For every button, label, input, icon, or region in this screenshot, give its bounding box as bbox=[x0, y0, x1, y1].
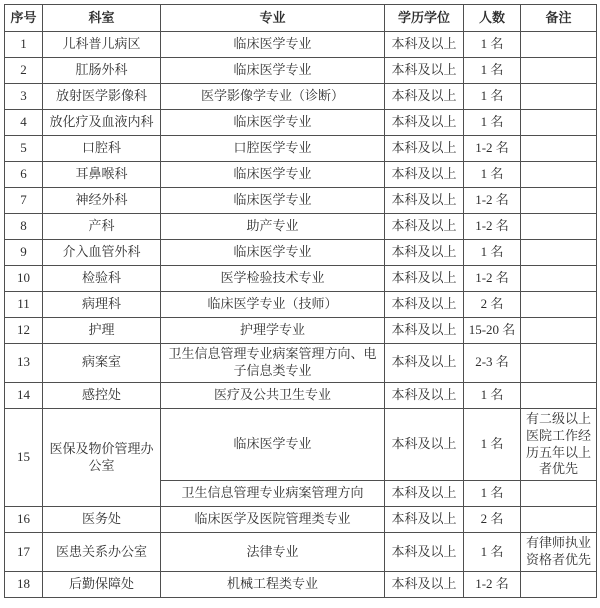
cell-note bbox=[521, 214, 597, 240]
table-row bbox=[5, 32, 597, 58]
cell-major: 临床医学及医院管理类专业 bbox=[161, 507, 385, 533]
cell-no: 2 bbox=[5, 58, 43, 84]
cell-department: 护理 bbox=[43, 318, 161, 344]
cell-note bbox=[521, 110, 597, 136]
cell-count: 2-3 名 bbox=[464, 344, 521, 383]
cell-degree: 本科及以上 bbox=[385, 240, 464, 266]
cell-degree: 本科及以上 bbox=[385, 136, 464, 162]
cell-department: 医保及物价管理办公室 bbox=[43, 408, 161, 507]
cell-note bbox=[521, 318, 597, 344]
cell-degree: 本科及以上 bbox=[385, 214, 464, 240]
cell-major: 卫生信息管理专业病案管理方向、电子信息类专业 bbox=[161, 344, 385, 383]
table-row bbox=[5, 162, 597, 188]
cell-count: 1 名 bbox=[464, 162, 521, 188]
table-row bbox=[5, 188, 597, 214]
cell-count: 1 名 bbox=[464, 382, 521, 408]
cell-count: 1-2 名 bbox=[464, 136, 521, 162]
cell-degree: 本科及以上 bbox=[385, 533, 464, 572]
cell-no: 1 bbox=[5, 32, 43, 58]
cell-degree: 本科及以上 bbox=[385, 292, 464, 318]
cell-count: 1 名 bbox=[464, 408, 521, 481]
cell-no: 18 bbox=[5, 572, 43, 598]
cell-major: 医学影像学专业（诊断） bbox=[161, 84, 385, 110]
cell-department: 感控处 bbox=[43, 382, 161, 408]
header-count: 人数 bbox=[464, 5, 521, 32]
cell-note bbox=[521, 162, 597, 188]
cell-major: 临床医学专业 bbox=[161, 408, 385, 481]
cell-major: 口腔医学专业 bbox=[161, 136, 385, 162]
table-row bbox=[5, 240, 597, 266]
cell-department: 放化疗及血液内科 bbox=[43, 110, 161, 136]
cell-count: 1 名 bbox=[464, 32, 521, 58]
cell-no: 9 bbox=[5, 240, 43, 266]
cell-degree: 本科及以上 bbox=[385, 572, 464, 598]
cell-count: 1 名 bbox=[464, 533, 521, 572]
cell-note bbox=[521, 136, 597, 162]
cell-no: 3 bbox=[5, 84, 43, 110]
cell-department: 产科 bbox=[43, 214, 161, 240]
cell-major: 临床医学专业（技师） bbox=[161, 292, 385, 318]
cell-department: 医务处 bbox=[43, 507, 161, 533]
cell-note bbox=[521, 572, 597, 598]
cell-major: 临床医学专业 bbox=[161, 162, 385, 188]
cell-degree: 本科及以上 bbox=[385, 266, 464, 292]
cell-major: 临床医学专业 bbox=[161, 32, 385, 58]
cell-no: 8 bbox=[5, 214, 43, 240]
cell-note bbox=[521, 481, 597, 507]
cell-major: 临床医学专业 bbox=[161, 188, 385, 214]
recruitment-table bbox=[4, 4, 597, 598]
cell-no: 6 bbox=[5, 162, 43, 188]
cell-count: 15-20 名 bbox=[464, 318, 521, 344]
header-no: 序号 bbox=[5, 5, 43, 32]
cell-degree: 本科及以上 bbox=[385, 382, 464, 408]
table-row bbox=[5, 408, 597, 481]
header-note: 备注 bbox=[521, 5, 597, 32]
cell-note bbox=[521, 240, 597, 266]
cell-major: 助产专业 bbox=[161, 214, 385, 240]
cell-degree: 本科及以上 bbox=[385, 344, 464, 383]
table-row bbox=[5, 533, 597, 572]
cell-count: 1 名 bbox=[464, 58, 521, 84]
cell-note bbox=[521, 84, 597, 110]
cell-note bbox=[521, 292, 597, 318]
cell-major: 临床医学专业 bbox=[161, 110, 385, 136]
cell-degree: 本科及以上 bbox=[385, 408, 464, 481]
cell-major: 护理学专业 bbox=[161, 318, 385, 344]
cell-department: 后勤保障处 bbox=[43, 572, 161, 598]
cell-department: 耳鼻喉科 bbox=[43, 162, 161, 188]
cell-department: 介入血管外科 bbox=[43, 240, 161, 266]
cell-major: 医学检验技术专业 bbox=[161, 266, 385, 292]
cell-department: 口腔科 bbox=[43, 136, 161, 162]
cell-degree: 本科及以上 bbox=[385, 507, 464, 533]
table-row bbox=[5, 110, 597, 136]
cell-major: 临床医学专业 bbox=[161, 240, 385, 266]
cell-no: 15 bbox=[5, 408, 43, 507]
table-row bbox=[5, 572, 597, 598]
cell-note bbox=[521, 188, 597, 214]
cell-no: 5 bbox=[5, 136, 43, 162]
cell-count: 1-2 名 bbox=[464, 214, 521, 240]
cell-degree: 本科及以上 bbox=[385, 58, 464, 84]
cell-note bbox=[521, 32, 597, 58]
header-dept: 科室 bbox=[43, 5, 161, 32]
table-row bbox=[5, 507, 597, 533]
cell-department: 病理科 bbox=[43, 292, 161, 318]
table-row bbox=[5, 292, 597, 318]
table-row bbox=[5, 382, 597, 408]
cell-count: 1-2 名 bbox=[464, 188, 521, 214]
cell-department: 肛肠外科 bbox=[43, 58, 161, 84]
cell-note: 有二级以上医院工作经历五年以上者优先 bbox=[521, 408, 597, 481]
cell-note bbox=[521, 382, 597, 408]
cell-count: 1 名 bbox=[464, 110, 521, 136]
cell-count: 1-2 名 bbox=[464, 572, 521, 598]
table-row bbox=[5, 136, 597, 162]
cell-count: 1 名 bbox=[464, 84, 521, 110]
header-degree: 学历学位 bbox=[385, 5, 464, 32]
cell-count: 1-2 名 bbox=[464, 266, 521, 292]
cell-degree: 本科及以上 bbox=[385, 32, 464, 58]
cell-major: 法律专业 bbox=[161, 533, 385, 572]
cell-note bbox=[521, 58, 597, 84]
cell-major: 医疗及公共卫生专业 bbox=[161, 382, 385, 408]
table-row bbox=[5, 214, 597, 240]
cell-department: 放射医学影像科 bbox=[43, 84, 161, 110]
cell-no: 10 bbox=[5, 266, 43, 292]
cell-degree: 本科及以上 bbox=[385, 481, 464, 507]
cell-degree: 本科及以上 bbox=[385, 318, 464, 344]
cell-count: 1 名 bbox=[464, 240, 521, 266]
cell-degree: 本科及以上 bbox=[385, 188, 464, 214]
cell-no: 16 bbox=[5, 507, 43, 533]
cell-degree: 本科及以上 bbox=[385, 84, 464, 110]
cell-major: 卫生信息管理专业病案管理方向 bbox=[161, 481, 385, 507]
cell-department: 检验科 bbox=[43, 266, 161, 292]
cell-count: 2 名 bbox=[464, 292, 521, 318]
table-row bbox=[5, 318, 597, 344]
cell-major: 机械工程类专业 bbox=[161, 572, 385, 598]
cell-note bbox=[521, 266, 597, 292]
cell-degree: 本科及以上 bbox=[385, 110, 464, 136]
cell-department: 医患关系办公室 bbox=[43, 533, 161, 572]
cell-no: 7 bbox=[5, 188, 43, 214]
cell-no: 13 bbox=[5, 344, 43, 383]
table-row bbox=[5, 344, 597, 383]
cell-major: 临床医学专业 bbox=[161, 58, 385, 84]
table-header-row bbox=[5, 5, 597, 32]
cell-count: 1 名 bbox=[464, 481, 521, 507]
cell-department: 病案室 bbox=[43, 344, 161, 383]
cell-no: 17 bbox=[5, 533, 43, 572]
cell-note bbox=[521, 507, 597, 533]
cell-no: 12 bbox=[5, 318, 43, 344]
table-body bbox=[5, 32, 597, 598]
table-row bbox=[5, 266, 597, 292]
cell-note bbox=[521, 344, 597, 383]
header-major: 专业 bbox=[161, 5, 385, 32]
cell-no: 14 bbox=[5, 382, 43, 408]
cell-count: 2 名 bbox=[464, 507, 521, 533]
table-row bbox=[5, 58, 597, 84]
table-row bbox=[5, 84, 597, 110]
cell-no: 11 bbox=[5, 292, 43, 318]
cell-department: 神经外科 bbox=[43, 188, 161, 214]
cell-note: 有律师执业资格者优先 bbox=[521, 533, 597, 572]
cell-department: 儿科普儿病区 bbox=[43, 32, 161, 58]
cell-no: 4 bbox=[5, 110, 43, 136]
cell-degree: 本科及以上 bbox=[385, 162, 464, 188]
